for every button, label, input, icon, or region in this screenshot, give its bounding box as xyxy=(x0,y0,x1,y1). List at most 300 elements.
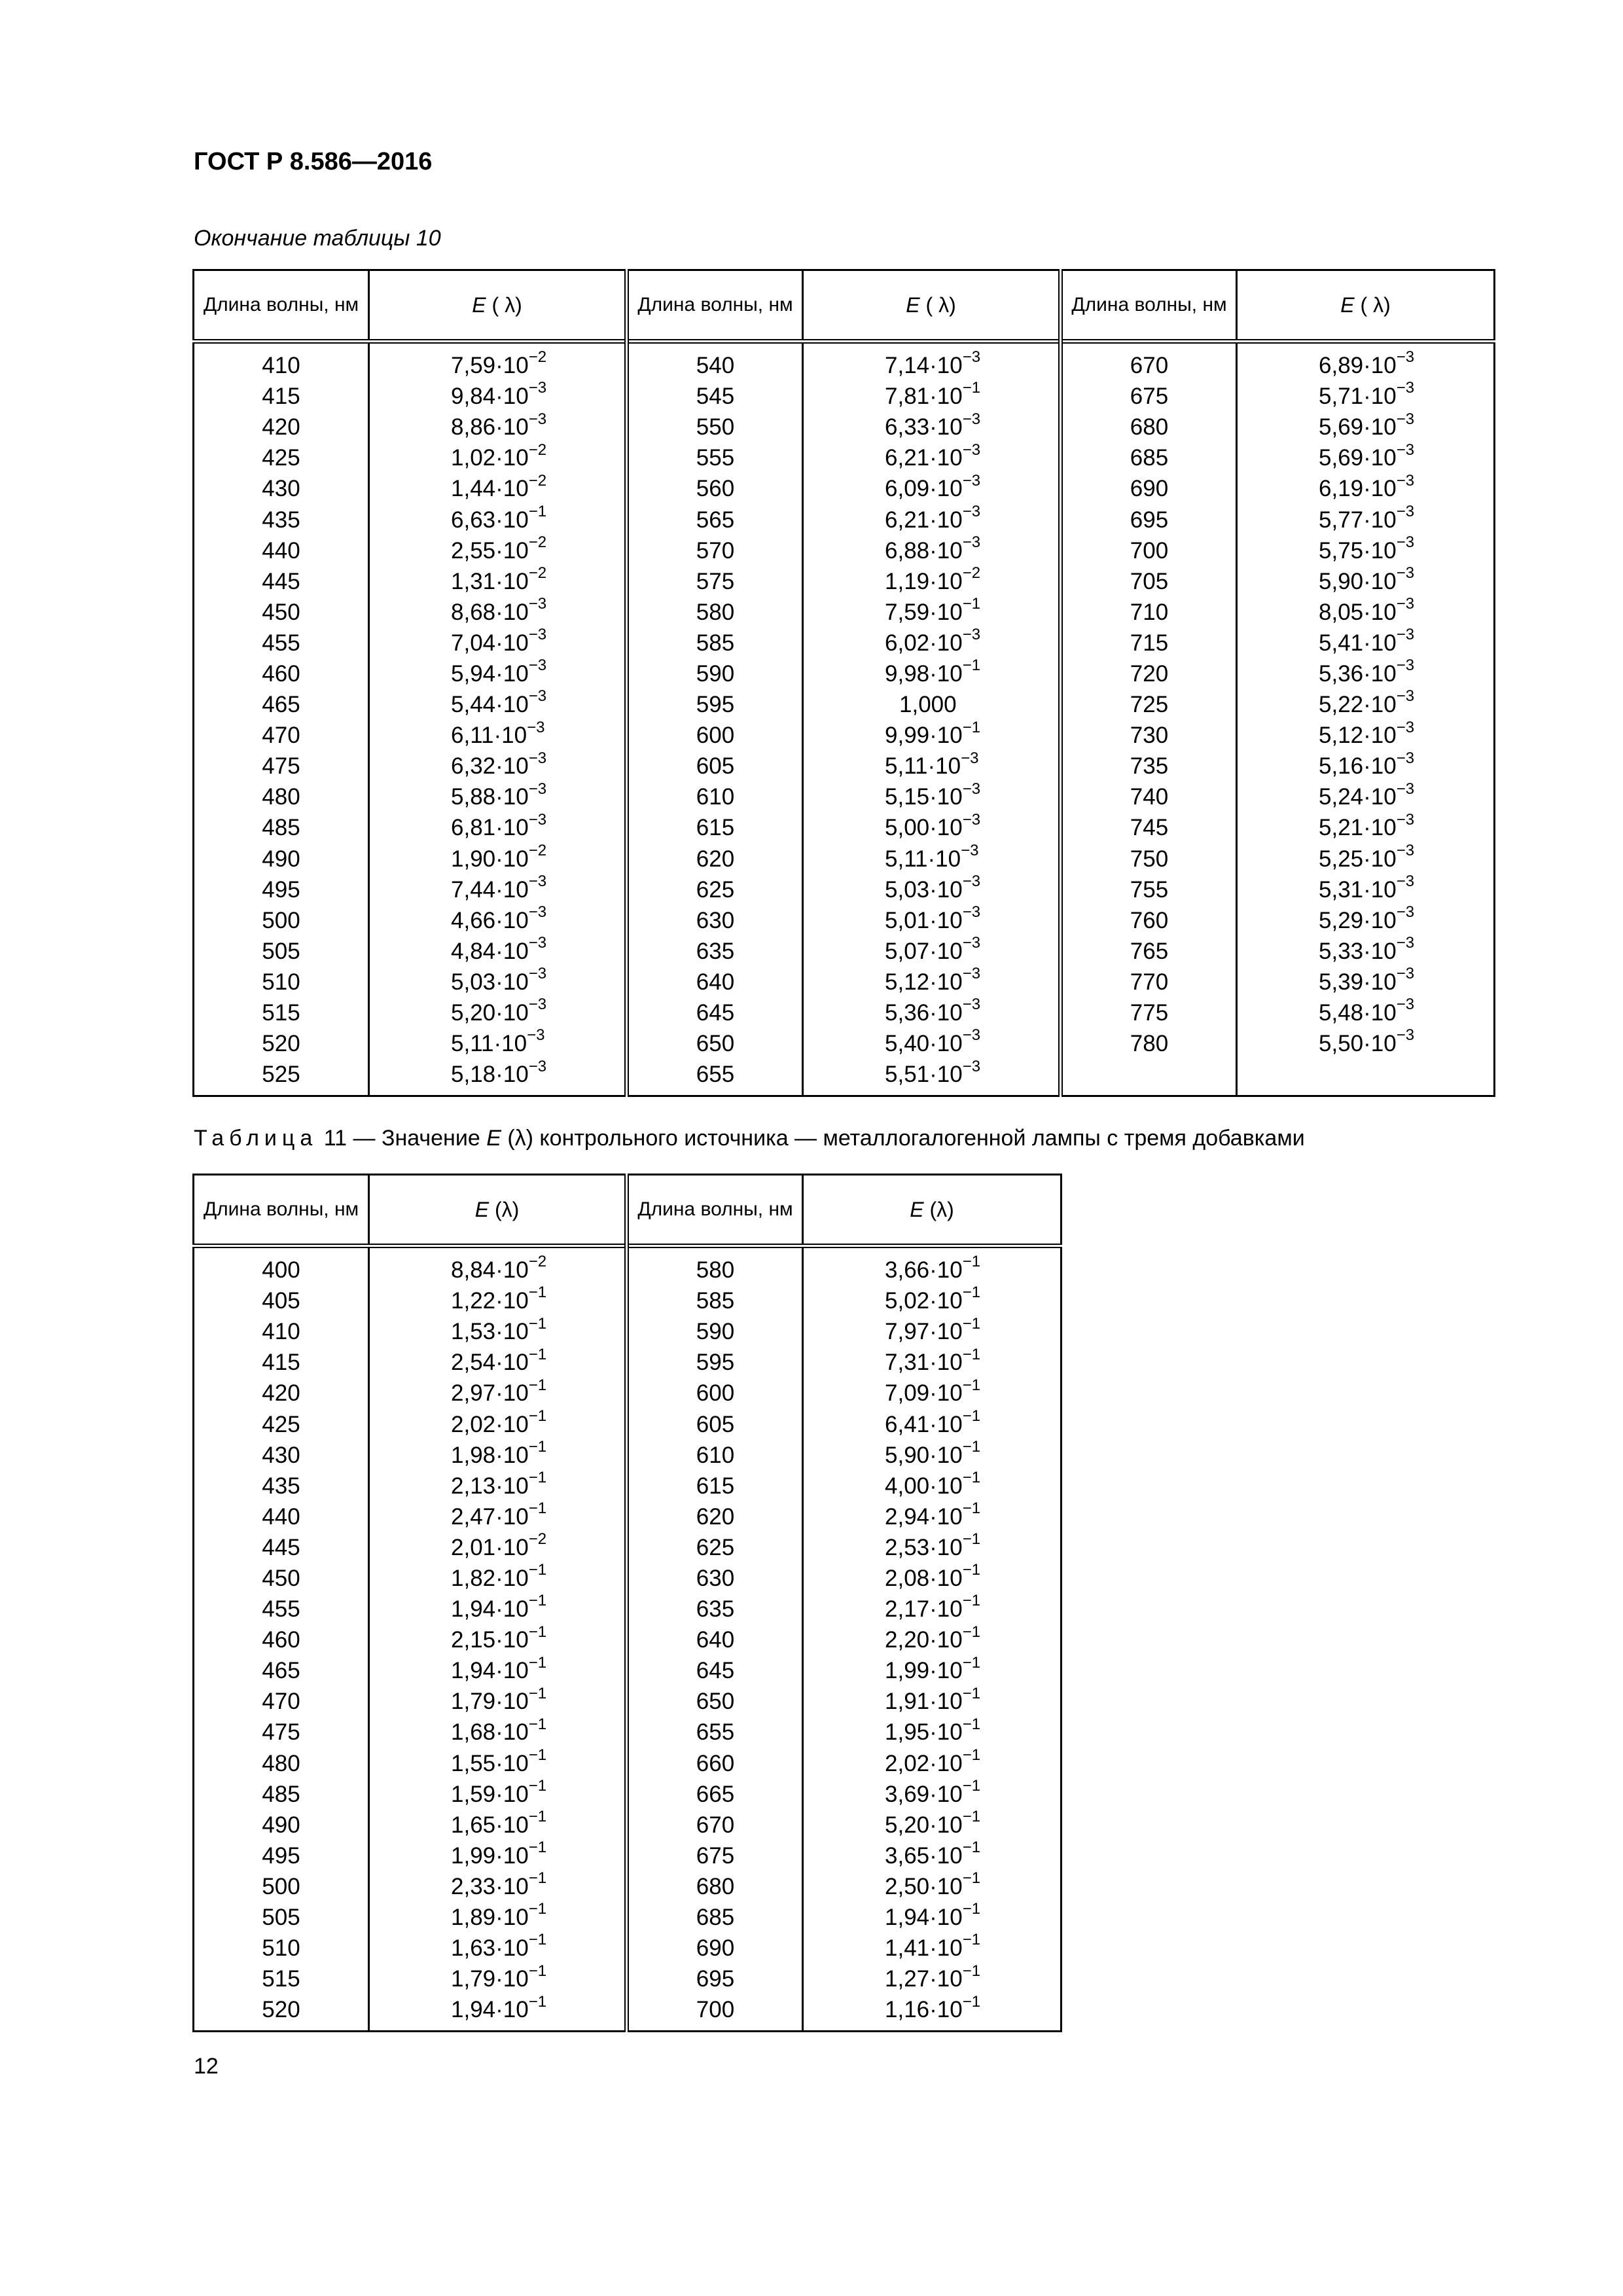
exponent: −2 xyxy=(528,440,547,459)
mantissa: 5,31·10 xyxy=(1319,876,1397,903)
e-value-cell xyxy=(369,720,627,751)
wavelength-cell: 490 xyxy=(194,1810,369,1840)
table11-row xyxy=(194,1471,1061,1501)
wavelength-cell: 760 xyxy=(1061,905,1237,936)
mantissa: 1,68·10 xyxy=(451,1719,529,1746)
wavelength-cell: 765 xyxy=(1061,936,1237,967)
mantissa: 9,98·10 xyxy=(885,660,963,687)
mantissa: 8,84·10 xyxy=(451,1257,529,1283)
table10-row xyxy=(194,751,1495,781)
exponent: −1 xyxy=(528,1931,547,1949)
wavelength-cell: 495 xyxy=(194,1840,369,1871)
mantissa: 1,94·10 xyxy=(451,1596,529,1623)
wavelength-cell: 540 xyxy=(627,342,803,382)
e-value-cell xyxy=(369,1437,627,1471)
exponent: −1 xyxy=(528,1962,547,1980)
e-value-cell xyxy=(1237,781,1495,812)
e-value-cell xyxy=(803,1810,1061,1840)
exponent: −3 xyxy=(528,996,547,1014)
wavelength-cell: 450 xyxy=(194,597,369,628)
wavelength-cell: 400 xyxy=(194,1246,369,1286)
wavelength-cell: 470 xyxy=(194,720,369,751)
exponent: −1 xyxy=(962,1437,981,1456)
e-value-cell xyxy=(369,1902,627,1933)
mantissa: 5,03·10 xyxy=(451,969,529,995)
mantissa: 8,68·10 xyxy=(451,599,529,625)
mantissa: 4,66·10 xyxy=(451,907,529,933)
e-value-cell xyxy=(803,1408,1061,1439)
table11-row xyxy=(194,1871,1061,1902)
e-value-cell xyxy=(803,751,1061,781)
mantissa: 2,54·10 xyxy=(451,1350,529,1376)
exponent: −3 xyxy=(527,718,545,736)
exponent: −2 xyxy=(528,533,547,551)
mantissa: 3,66·10 xyxy=(885,1257,963,1283)
e-value-cell xyxy=(803,381,1061,412)
table11-row xyxy=(194,1717,1061,1748)
table10-row xyxy=(194,566,1495,597)
wavelength-cell: 780 xyxy=(1061,1028,1237,1059)
wavelength-cell: 615 xyxy=(627,812,803,843)
wavelength-cell: 640 xyxy=(627,1624,803,1655)
mantissa: 5,00·10 xyxy=(885,815,963,841)
e-value-cell xyxy=(369,1717,627,1748)
mantissa: 1,79·10 xyxy=(451,1689,529,1715)
e-value-cell xyxy=(803,1316,1061,1347)
table10-caption: Окончание таблицы 10 xyxy=(194,226,441,251)
table10-row xyxy=(194,597,1495,628)
wavelength-cell: 605 xyxy=(627,751,803,781)
wavelength-cell: 415 xyxy=(194,381,369,412)
e-value-cell xyxy=(369,1686,627,1717)
e-value-cell xyxy=(369,342,627,382)
wavelength-cell: 625 xyxy=(627,874,803,905)
wavelength-cell: 485 xyxy=(194,1779,369,1810)
e-value-cell xyxy=(369,1655,627,1686)
table11-caption-number: 11 xyxy=(323,1126,348,1151)
exponent: −1 xyxy=(962,595,981,613)
mantissa: 1,02·10 xyxy=(451,445,529,471)
e-value-cell xyxy=(803,1933,1061,1964)
exponent: −1 xyxy=(528,1992,547,2011)
mantissa: 5,33·10 xyxy=(1319,938,1397,964)
exponent: −1 xyxy=(962,718,981,736)
exponent: −3 xyxy=(528,872,547,890)
mantissa: 7,44·10 xyxy=(451,876,529,903)
e-value-cell xyxy=(1237,381,1495,412)
wavelength-cell: 435 xyxy=(194,504,369,535)
exponent: −3 xyxy=(1396,471,1415,490)
exponent: −1 xyxy=(962,656,981,675)
e-value-cell xyxy=(369,473,627,504)
wavelength-cell: 445 xyxy=(194,1532,369,1563)
mantissa: 5,40·10 xyxy=(885,1031,963,1057)
exponent: −3 xyxy=(528,780,547,798)
table11-row xyxy=(194,1779,1061,1810)
e-value-cell xyxy=(369,1964,627,1994)
mantissa: 5,77·10 xyxy=(1319,507,1397,533)
wavelength-cell: 700 xyxy=(1061,535,1237,566)
wavelength-cell: 685 xyxy=(627,1902,803,1933)
table10-row xyxy=(194,342,1495,382)
e-value-cell xyxy=(803,1501,1061,1532)
mantissa: 5,25·10 xyxy=(1319,846,1397,872)
mantissa: 1,53·10 xyxy=(451,1319,529,1345)
wavelength-cell: 600 xyxy=(627,1378,803,1408)
mantissa: 5,48·10 xyxy=(1319,1000,1397,1026)
wavelength-cell: 585 xyxy=(627,628,803,658)
e-value-cell xyxy=(803,905,1061,936)
exponent: −1 xyxy=(962,1715,981,1733)
exponent: −1 xyxy=(962,1992,981,2011)
exponent: −3 xyxy=(528,965,547,983)
wavelength-cell: 470 xyxy=(194,1686,369,1717)
mantissa: 6,09·10 xyxy=(885,476,963,502)
table11-row xyxy=(194,1347,1061,1378)
table10-header-wavelength: Длина волны, нм xyxy=(627,270,803,342)
mantissa: 1,22·10 xyxy=(451,1288,529,1314)
table11-row xyxy=(194,1994,1061,2032)
e-value-cell xyxy=(803,1347,1061,1378)
wavelength-cell: 610 xyxy=(627,781,803,812)
exponent: −2 xyxy=(528,471,547,490)
mantissa: 5,24·10 xyxy=(1319,784,1397,810)
e-value-cell xyxy=(803,1594,1061,1624)
table11-header-wavelength: Длина волны, нм xyxy=(627,1175,803,1246)
e-value-cell xyxy=(369,504,627,535)
wavelength-cell: 605 xyxy=(627,1408,803,1439)
mantissa: 5,36·10 xyxy=(885,1000,963,1026)
exponent: −1 xyxy=(528,1684,547,1702)
table11-row xyxy=(194,1378,1061,1408)
exponent: −2 xyxy=(528,1253,547,1271)
exponent: −3 xyxy=(528,903,547,922)
wavelength-cell: 445 xyxy=(194,566,369,597)
mantissa: 5,29·10 xyxy=(1319,907,1397,933)
exponent: −3 xyxy=(1396,564,1415,583)
wavelength-cell: 475 xyxy=(194,1717,369,1748)
exponent: −1 xyxy=(528,1283,547,1302)
wavelength-cell: 775 xyxy=(1061,997,1237,1028)
exponent: −3 xyxy=(962,780,981,798)
e-value-cell xyxy=(803,1776,1061,1810)
mantissa: 5,71·10 xyxy=(1319,384,1397,410)
mantissa: 2,47·10 xyxy=(451,1503,529,1530)
e-value-cell xyxy=(803,781,1061,812)
exponent: −1 xyxy=(528,1314,547,1333)
mantissa: 5,18·10 xyxy=(451,1062,529,1088)
e-value-cell xyxy=(1237,905,1495,936)
wavelength-cell: 555 xyxy=(627,442,803,473)
wavelength-cell: 520 xyxy=(194,1994,369,2032)
e-value-cell xyxy=(1237,1028,1495,1059)
wavelength-cell: 525 xyxy=(194,1059,369,1096)
e-value-cell xyxy=(369,381,627,412)
wavelength-cell: 425 xyxy=(194,1408,369,1439)
exponent: −3 xyxy=(1396,626,1415,644)
e-value-cell xyxy=(369,658,627,689)
e-value-cell xyxy=(369,936,627,967)
table10-row xyxy=(194,967,1495,997)
exponent: −3 xyxy=(1396,749,1415,767)
e-value-cell xyxy=(1237,936,1495,967)
mantissa: 6,63·10 xyxy=(451,507,529,533)
mantissa: 3,65·10 xyxy=(885,1842,963,1869)
table11-caption-prefix: Таблица xyxy=(194,1126,318,1151)
e-value-cell xyxy=(803,658,1061,689)
exponent: −1 xyxy=(528,1499,547,1518)
table10-row xyxy=(194,473,1495,504)
wavelength-cell: 590 xyxy=(627,658,803,689)
wavelength-cell: 515 xyxy=(194,997,369,1028)
e-value-cell xyxy=(803,1686,1061,1717)
exponent: −1 xyxy=(528,1376,547,1394)
wavelength-cell: 545 xyxy=(627,381,803,412)
exponent: −1 xyxy=(962,1283,981,1302)
e-value-cell xyxy=(369,535,627,566)
wavelength-cell: 580 xyxy=(627,597,803,628)
e-value-cell xyxy=(1237,658,1495,689)
mantissa: 7,31·10 xyxy=(885,1350,963,1376)
table10-row xyxy=(194,874,1495,905)
mantissa: 2,13·10 xyxy=(451,1473,529,1499)
table11-row xyxy=(194,1594,1061,1624)
wavelength-cell: 650 xyxy=(627,1686,803,1717)
exponent: −1 xyxy=(528,1437,547,1456)
table10-header-e: E ( λ) xyxy=(369,270,627,342)
wavelength-cell: 455 xyxy=(194,1594,369,1624)
mantissa: 6,33·10 xyxy=(885,414,963,440)
e-value-cell xyxy=(803,1028,1061,1059)
wavelength-cell: 480 xyxy=(194,1748,369,1779)
exponent: −3 xyxy=(1396,841,1415,859)
exponent: −3 xyxy=(1396,1026,1415,1045)
mantissa: 1,27·10 xyxy=(885,1966,963,1992)
mantissa: 7,59·10 xyxy=(885,599,963,625)
wavelength-cell: 630 xyxy=(627,905,803,936)
document-title: ГОСТ Р 8.586—2016 xyxy=(194,148,433,175)
mantissa: 1,94·10 xyxy=(885,1905,963,1931)
table10-row xyxy=(194,997,1495,1028)
mantissa: 5,50·10 xyxy=(1319,1031,1397,1057)
table10-row xyxy=(194,412,1495,442)
exponent: −1 xyxy=(962,1746,981,1764)
wavelength-cell: 670 xyxy=(627,1810,803,1840)
exponent: −1 xyxy=(962,1684,981,1702)
e-value-cell xyxy=(1237,597,1495,628)
table11-header-wavelength: Длина волны, нм xyxy=(194,1175,369,1246)
exponent: −3 xyxy=(1396,718,1415,736)
e-value-cell xyxy=(803,1871,1061,1902)
mantissa: 5,69·10 xyxy=(1319,414,1397,440)
e-value-cell xyxy=(803,967,1061,997)
table11-row xyxy=(194,1408,1061,1439)
table10-header-wavelength: Длина волны, нм xyxy=(1061,270,1237,342)
wavelength-cell: 660 xyxy=(627,1748,803,1779)
exponent: −3 xyxy=(528,810,547,829)
e-value-cell xyxy=(803,504,1061,535)
exponent: −1 xyxy=(528,1345,547,1363)
mantissa: 5,36·10 xyxy=(1319,660,1397,687)
exponent: −1 xyxy=(528,1469,547,1487)
table11-row xyxy=(194,1285,1061,1316)
wavelength-cell: 550 xyxy=(627,412,803,442)
exponent: −1 xyxy=(528,1746,547,1764)
mantissa: 2,53·10 xyxy=(885,1534,963,1560)
exponent: −1 xyxy=(962,1869,981,1888)
table11-header-row xyxy=(194,1175,1061,1246)
e-value-cell xyxy=(803,997,1061,1028)
mantissa: 9,84·10 xyxy=(451,384,529,410)
wavelength-cell: 580 xyxy=(627,1246,803,1286)
exponent: −1 xyxy=(962,1407,981,1425)
wavelength-cell: 655 xyxy=(627,1717,803,1748)
e-value-cell xyxy=(803,1902,1061,1933)
e-value-cell xyxy=(369,841,627,874)
wavelength-cell: 460 xyxy=(194,658,369,689)
exponent: −3 xyxy=(962,626,981,644)
wavelength-cell: 675 xyxy=(1061,381,1237,412)
e-value-cell xyxy=(369,442,627,473)
wavelength-cell: 495 xyxy=(194,874,369,905)
mantissa: 1,89·10 xyxy=(451,1905,529,1931)
mantissa: 5,12·10 xyxy=(1319,723,1397,749)
mantissa: 1,65·10 xyxy=(451,1812,529,1838)
table11-row xyxy=(194,1933,1061,1964)
wavelength-cell: 655 xyxy=(627,1059,803,1096)
wavelength-cell: 465 xyxy=(194,689,369,720)
wavelength-cell: 630 xyxy=(627,1563,803,1594)
exponent: −1 xyxy=(528,1623,547,1641)
wavelength-cell: 730 xyxy=(1061,720,1237,751)
mantissa: 5,21·10 xyxy=(1319,815,1397,841)
e-value-cell xyxy=(369,1246,627,1286)
e-value-cell xyxy=(369,1840,627,1871)
table11-row xyxy=(194,1316,1061,1347)
mantissa: 2,20·10 xyxy=(885,1627,963,1653)
wavelength-cell: 490 xyxy=(194,844,369,874)
e-value-cell xyxy=(1237,566,1495,597)
mantissa: 7,59·10 xyxy=(451,353,529,379)
mantissa: 5,01·10 xyxy=(885,907,963,933)
exponent: −3 xyxy=(1396,502,1415,520)
mantissa: 6,32·10 xyxy=(451,753,529,780)
e-value-cell xyxy=(1237,1059,1495,1096)
mantissa: 1,98·10 xyxy=(451,1442,529,1468)
wavelength-cell: 715 xyxy=(1061,628,1237,658)
exponent: −3 xyxy=(1396,934,1415,952)
mantissa: 1,63·10 xyxy=(451,1935,529,1962)
e-value-cell xyxy=(803,1059,1061,1096)
table10-header-e: E ( λ) xyxy=(1237,270,1495,342)
mantissa: 6,19·10 xyxy=(1319,476,1397,502)
mantissa: 7,81·10 xyxy=(885,384,963,410)
exponent: −1 xyxy=(962,1345,981,1363)
table11-row xyxy=(194,1810,1061,1840)
wavelength-cell: 475 xyxy=(194,751,369,781)
e-value-cell xyxy=(1237,473,1495,504)
mantissa: 6,89·10 xyxy=(1319,353,1397,379)
exponent: −3 xyxy=(528,934,547,952)
table10-row xyxy=(194,936,1495,967)
e-value-cell xyxy=(369,874,627,905)
mantissa: 5,12·10 xyxy=(885,969,963,995)
table11-row xyxy=(194,1902,1061,1933)
e-value-cell xyxy=(803,812,1061,843)
e-value-cell xyxy=(369,628,627,658)
table11-row xyxy=(194,1440,1061,1471)
exponent: −3 xyxy=(962,996,981,1014)
wavelength-cell xyxy=(1061,1059,1237,1096)
mantissa: 2,01·10 xyxy=(451,1534,529,1560)
e-value-cell xyxy=(803,720,1061,751)
mantissa: 3,69·10 xyxy=(885,1781,963,1807)
e-value-cell xyxy=(369,412,627,442)
exponent: −1 xyxy=(962,1253,981,1271)
e-value-cell xyxy=(369,1748,627,1779)
e-value-cell xyxy=(803,1964,1061,1994)
mantissa: 1,99·10 xyxy=(451,1842,529,1869)
exponent: −3 xyxy=(1396,595,1415,613)
exponent: −1 xyxy=(528,1900,547,1918)
table10-row xyxy=(194,442,1495,473)
wavelength-cell: 570 xyxy=(627,535,803,566)
mantissa: 1,59·10 xyxy=(451,1781,529,1807)
wavelength-cell: 635 xyxy=(627,936,803,967)
wavelength-cell: 615 xyxy=(627,1471,803,1501)
exponent: −3 xyxy=(528,687,547,706)
table10-row xyxy=(194,381,1495,412)
e-value-cell xyxy=(369,905,627,936)
wavelength-cell: 755 xyxy=(1061,874,1237,905)
mantissa: 5,15·10 xyxy=(885,784,963,810)
e-value-cell xyxy=(803,1471,1061,1501)
table11-row xyxy=(194,1840,1061,1871)
e-value-cell xyxy=(1237,689,1495,720)
mantissa: 5,11·10 xyxy=(451,1031,527,1057)
mantissa: 6,21·10 xyxy=(885,507,963,533)
mantissa: 5,44·10 xyxy=(451,692,529,718)
mantissa: 6,41·10 xyxy=(885,1411,963,1437)
wavelength-cell: 725 xyxy=(1061,689,1237,720)
table11-row xyxy=(194,1964,1061,1994)
e-value-cell xyxy=(369,1378,627,1408)
exponent: −1 xyxy=(962,1839,981,1857)
wavelength-cell: 680 xyxy=(1061,412,1237,442)
table10-row xyxy=(194,689,1495,720)
exponent: −2 xyxy=(528,564,547,583)
exponent: −3 xyxy=(962,810,981,829)
wavelength-cell: 510 xyxy=(194,967,369,997)
wavelength-cell: 480 xyxy=(194,781,369,812)
e-value-cell xyxy=(1237,342,1495,382)
mantissa: 1,19·10 xyxy=(885,568,963,594)
table11-header-e: E (λ) xyxy=(803,1175,1061,1246)
wavelength-cell: 430 xyxy=(194,1440,369,1471)
e-value-cell xyxy=(369,1285,627,1316)
wavelength-cell: 405 xyxy=(194,1285,369,1316)
mantissa: 1,95·10 xyxy=(885,1719,963,1746)
exponent: −3 xyxy=(962,1057,981,1075)
e-value-cell xyxy=(369,1316,627,1347)
wavelength-cell: 575 xyxy=(627,566,803,597)
e-value-cell xyxy=(369,781,627,812)
exponent: −3 xyxy=(1396,780,1415,798)
e-value-cell xyxy=(369,1871,627,1902)
exponent: −1 xyxy=(528,1808,547,1826)
mantissa: 5,20·10 xyxy=(885,1812,963,1838)
table10-row xyxy=(194,905,1495,936)
